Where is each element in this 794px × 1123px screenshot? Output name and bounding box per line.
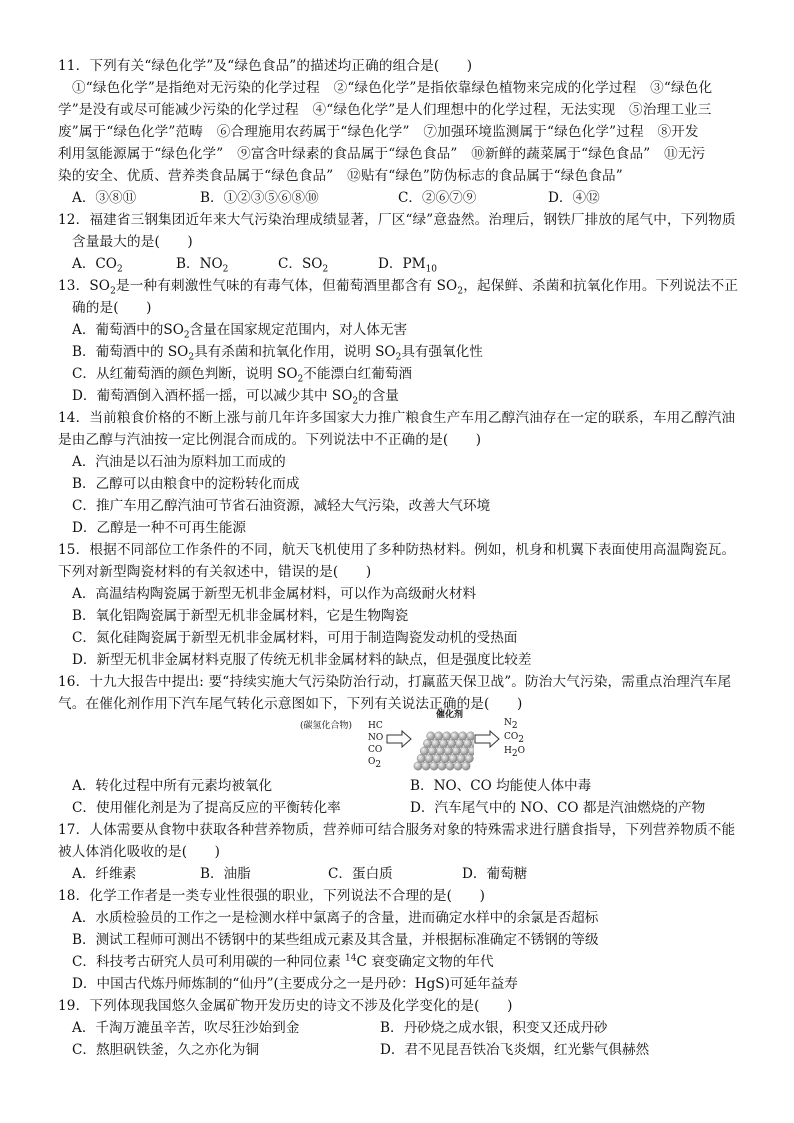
q14-option-a: A．汽油是以石油为原料加工而成的	[72, 454, 286, 470]
q11-option-a: A．③⑧⑪	[72, 190, 137, 206]
q11-line6: 染的安全、优质、营养类食品属于“绿色食品” ⑫贴有“绿色”防伪标志的食品属于“绿色食品”	[58, 168, 623, 184]
q13-stem-line2: 确的是( )	[72, 300, 152, 316]
q19-option-b: B．丹砂烧之成水银，积变又还成丹砂	[380, 1020, 608, 1036]
q17-stem-line2: 被人体消化吸收的是( )	[58, 844, 221, 860]
catalyst-particle	[427, 732, 435, 740]
q11-option-c: C．②⑥⑦⑨	[398, 190, 477, 206]
q16-option-d: D．汽车尾气中的 NO、CO 都是汽油燃烧的产物	[410, 800, 706, 816]
catalyst-particle	[454, 762, 462, 770]
catalyst-particle	[439, 739, 447, 747]
q15-option-d: D．新型无机非金属材料克服了传统无机非金属材料的缺点，但是强度比较差	[72, 652, 532, 668]
exhaust-catalysis-diagram	[300, 712, 530, 776]
q12-stem-line2: 含量最大的是( )	[72, 234, 193, 250]
q16-option-a: A．转化过程中所有元素均被氧化	[72, 778, 273, 794]
q16-option-b: B．NO、CO 均能使人体中毒	[410, 778, 592, 794]
q18-option-c: C．科技考古研究人员可利用碳的一种同位素 $^{14}$C 衰变确定文物的年代	[72, 953, 494, 970]
diagram-output-co2: $CO_2$	[504, 732, 524, 745]
diagram-catalyst-label: 催化剂	[436, 710, 464, 720]
catalyst-particle	[430, 762, 438, 770]
q17-option-d: D．葡萄糖	[462, 866, 528, 882]
catalyst-particle	[468, 747, 474, 755]
catalyst-particle	[444, 747, 452, 755]
catalyst-particle	[457, 754, 465, 762]
diagram-output-n2: $N_2$	[504, 718, 518, 731]
q16-stem-line2: 气。在催化剂作用下汽车尾气转化示意图如下，下列有关说法正确的是( )	[58, 696, 523, 712]
catalyst-particle	[438, 762, 446, 770]
q19-option-c: C．熬胆矾铁釜，久之亦化为铜	[72, 1042, 260, 1058]
diagram-input-hc: HC	[368, 721, 383, 731]
catalyst-particle	[425, 754, 433, 762]
q14-option-d: D．乙醇是一种不可再生能源	[72, 520, 247, 536]
q14-option-b: B．乙醇可以由粮食中的淀粉转化而成	[72, 476, 300, 492]
catalyst-particle	[435, 732, 443, 740]
catalyst-particle	[460, 747, 468, 755]
q18-option-a: A．水质检验员的工作之一是检测水样中氯离子的含量，进而确定水样中的余氯是否超标	[72, 910, 599, 926]
catalyst-particle	[449, 754, 457, 762]
q14-stem-line2: 是由乙醇与汽油按一定比例混合而成的。下列说法中不正确的是( )	[58, 432, 482, 448]
q16-stem-line1: 16．十九大报告中提出: 要“持续实施大气污染防治行动，打赢蓝天保卫战”。防治大气污染，需重点治理汽车尾	[58, 674, 732, 690]
catalyst-particle	[455, 739, 463, 747]
q12-option-d: D．$PM_{10}$	[378, 256, 438, 275]
q15-stem-line1: 15．根据不同部位工作条件的不同，航天飞机使用了多种防热材料。例如，机身和机翼下表面使用高温陶瓷瓦。	[58, 542, 736, 558]
catalyst-particle	[417, 754, 425, 762]
q19-option-a: A．千淘万漉虽辛苦，吹尽狂沙始到金	[72, 1020, 300, 1036]
q18-option-d: D．中国古代炼丹师炼制的“仙丹”(主要成分之一是丹砂：HgS)可延年益寿	[72, 976, 518, 992]
catalyst-particle	[428, 747, 436, 755]
catalyst-particle	[467, 732, 474, 740]
catalyst-particle	[423, 739, 431, 747]
catalyst-particle	[443, 732, 451, 740]
q11-option-b: B．①②③⑤⑥⑧⑩	[200, 190, 319, 206]
q18-option-b: B．测试工程师可测出不锈钢中的某些组成元素及其含量，并根据标准确定不锈钢的等级	[72, 932, 599, 948]
q15-option-a: A．高温结构陶瓷属于新型无机非金属材料，可以作为高级耐火材料	[72, 586, 477, 602]
q11-stem: 11．下列有关“绿色化学”及“绿色食品”的描述均正确的组合是( )	[58, 58, 473, 74]
q12-option-c: C．$SO_2$	[278, 256, 329, 275]
catalyst-particle	[459, 732, 467, 740]
catalyst-particle	[433, 754, 441, 762]
diagram-hydrocarbon-label: (碳氢化合物)	[300, 721, 353, 731]
q11-line2: ①“绿色化学”是指绝对无污染的化学过程 ②“绿色化学”是指依靠绿色植物来完成的化学过程 ③“绿色化	[72, 80, 713, 96]
q12-option-b: B．$NO_2$	[176, 256, 229, 275]
q19-option-d: D．君不见昆吾铁冶飞炎烟，红光紫气俱赫然	[380, 1042, 650, 1058]
catalyst-particle	[422, 762, 430, 770]
q11-line5: 利用氢能源属于“绿色化学” ⑨富含叶绿素的食品属于“绿色食品” ⑩新鲜的蔬菜属于“绿色食品” ⑪无污	[58, 146, 706, 162]
diagram-input-co: CO	[368, 745, 383, 755]
q19-stem: 19．下列体现我国悠久金属矿物开发历史的诗文不涉及化学变化的是( )	[58, 998, 513, 1014]
catalyst-particle	[436, 747, 444, 755]
q11-line3: 学”是没有或尽可能减少污染的化学过程 ④“绿色化学”是人们理想中的化学过程，无法实现 ⑤治理工业三	[58, 102, 712, 118]
q15-stem-line2: 下列对新型陶瓷材料的有关叙述中，错误的是( )	[58, 564, 372, 580]
q13-option-c: C．从红葡萄酒的颜色判断，说明 $SO_2$不能漂白红葡萄酒	[72, 366, 412, 385]
catalyst-particle	[446, 762, 454, 770]
q15-option-c: C．氮化硅陶瓷属于新型无机非金属材料，可用于制造陶瓷发动机的受热面	[72, 630, 518, 646]
catalyst-particle	[414, 762, 422, 770]
catalyst-particle	[465, 754, 473, 762]
diagram-output-h2o: $H_2O$	[504, 746, 525, 759]
diagram-input-no: NO	[368, 733, 384, 743]
output-arrow-icon	[474, 730, 500, 748]
input-arrow-icon	[386, 730, 412, 748]
catalyst-particle	[447, 739, 455, 747]
q15-option-b: B．氧化铝陶瓷属于新型无机非金属材料，它是生物陶瓷	[72, 608, 409, 624]
q16-option-c: C．使用催化剂是为了提高反应的平衡转化率	[72, 800, 341, 816]
catalyst-particle	[462, 762, 470, 770]
q11-line4: 废”属于“绿色化学”范畴 ⑥合理施用农药属于“绿色化学” ⑦加强环境监测属于“绿色化学”过程 ⑧开发	[58, 124, 699, 140]
q17-stem-line1: 17．人体需要从食物中获取各种营养物质，营养师可结合服务对象的特殊需求进行膳食指导，下列营养物质不能	[58, 822, 736, 838]
q18-stem: 18．化学工作者是一类专业性很强的职业，下列说法不合理的是( )	[58, 888, 486, 904]
q13-option-a: A．葡萄酒中的$SO_2$含量在国家规定范围内，对人体无害	[72, 322, 408, 341]
catalyst-particle	[431, 739, 439, 747]
catalyst-particle	[452, 747, 460, 755]
catalyst-particle	[420, 747, 428, 755]
q11-option-d: D．④⑫	[548, 190, 600, 206]
diagram-input-o2: $O_2$	[368, 757, 382, 770]
q13-option-d: D．葡萄酒倒入酒杯摇一摇，可以减少其中 $SO_2$的含量	[72, 388, 399, 407]
q13-option-b: B．葡萄酒中的 $SO_2$具有杀菌和抗氧化作用，说明 $SO_2$具有强氧化性	[72, 344, 483, 363]
catalyst-particle	[463, 739, 471, 747]
q12-option-a: A．$CO_2$	[72, 256, 123, 275]
q12-stem-line1: 12．福建省三钢集团近年来大气污染治理成绩显著，厂区“绿”意盎然。治理后，钢铁厂排放的尾气中，下列物质	[58, 212, 736, 228]
catalyst-particle	[451, 732, 459, 740]
q14-option-c: C．推广车用乙醇汽油可节省石油资源，减轻大气污染，改善大气环境	[72, 498, 491, 514]
q14-stem-line1: 14．当前粮食价格的不断上涨与前几年许多国家大力推广粮食生产车用乙醇汽油存在一定的联系，车用乙醇汽油	[58, 410, 736, 426]
q13-stem-line1: 13．$SO_2$是一种有刺激性气味的有毒气体，但葡萄酒里都含有 $SO_2$，起保鲜、杀菌和抗氧化作用。下列说法不正	[58, 278, 739, 297]
catalyst-particle	[441, 754, 449, 762]
q17-option-c: C．蛋白质	[328, 866, 393, 882]
catalyst-particles-icon	[412, 722, 474, 772]
q17-option-b: B．油脂	[200, 866, 251, 882]
q17-option-a: A．纤维素	[72, 866, 137, 882]
